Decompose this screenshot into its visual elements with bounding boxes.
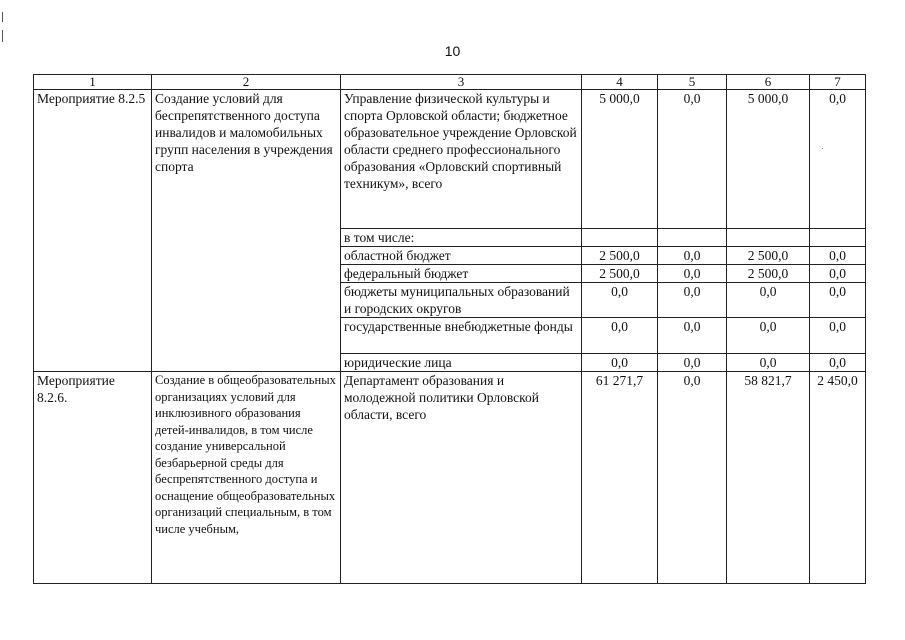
measure-code: Мероприятие 8.2.5 [34,90,152,372]
measure-name: Создание в общеобразовательных организациях условий для инклюзивного образования детей-инвалидов, в том числе создание универсальной безбарьерной среды для беспрепятственного доступа и оснащение общеобразовательных организаций специальным, в том числе учебным, [152,372,341,584]
value-col-4 [582,229,658,247]
value-col-4: 2 500,0 [582,265,658,283]
header-cell: 7 [810,75,866,90]
table-row [34,90,866,229]
value-col-6: 0,0 [727,283,810,318]
value-col-5: 0,0 [658,90,727,229]
header-cell: 2 [152,75,341,90]
value-col-7: 0,0 [810,247,866,265]
header-row [34,75,866,90]
measure-code: Мероприятие 8.2.6. [34,372,152,584]
budget-table [33,74,866,584]
funding-source: Управление физической культуры и спорта Орловской области; бюджетное образовательное учреждение Орловской области среднего профессионального образования «Орловский спортивный техникум», всего [341,90,582,229]
value-col-6: 5 000,0 [727,90,810,229]
value-col-4: 0,0 [582,318,658,354]
value-col-6: 2 500,0 [727,265,810,283]
value-col-7: 0,0 [810,265,866,283]
value-col-4: 0,0 [582,283,658,318]
funding-source: в том числе: [341,229,582,247]
value-col-4: 61 271,7 [582,372,658,584]
scan-edge-mark [2,12,3,22]
value-col-7: 0,0 [810,90,866,229]
funding-source: государственные внебюджетные фонды [341,318,582,354]
funding-source: юридические лица [341,354,582,372]
funding-source: бюджеты муниципальных образований и городских округов [341,283,582,318]
value-col-6: 58 821,7 [727,372,810,584]
header-cell: 3 [341,75,582,90]
value-col-7: 0,0 [810,318,866,354]
scan-edge-mark [2,30,3,42]
value-col-7: 0,0 [810,354,866,372]
value-col-4: 0,0 [582,354,658,372]
value-col-7: 2 450,0 [810,372,866,584]
measure-name: Создание условий для беспрепятственного доступа инвалидов и маломобильных групп населения в учреждения спорта [152,90,341,372]
value-col-6: 0,0 [727,318,810,354]
value-col-5: 0,0 [658,354,727,372]
header-cell: 4 [582,75,658,90]
header-cell: 6 [727,75,810,90]
value-col-6: 0,0 [727,354,810,372]
value-col-6 [727,229,810,247]
value-col-7: 0,0 [810,283,866,318]
value-col-4: 2 500,0 [582,247,658,265]
value-col-5: 0,0 [658,372,727,584]
header-cell: 1 [34,75,152,90]
value-col-5: 0,0 [658,265,727,283]
page-number: 10 [444,43,461,59]
value-col-6: 2 500,0 [727,247,810,265]
value-col-5 [658,229,727,247]
value-col-5: 0,0 [658,247,727,265]
value-col-4: 5 000,0 [582,90,658,229]
header-cell: 5 [658,75,727,90]
funding-source: областной бюджет [341,247,582,265]
value-col-5: 0,0 [658,318,727,354]
value-col-5: 0,0 [658,283,727,318]
table-row [34,372,866,584]
funding-source: Департамент образования и молодежной политики Орловской области, всего [341,372,582,584]
value-col-7 [810,229,866,247]
funding-source: федеральный бюджет [341,265,582,283]
